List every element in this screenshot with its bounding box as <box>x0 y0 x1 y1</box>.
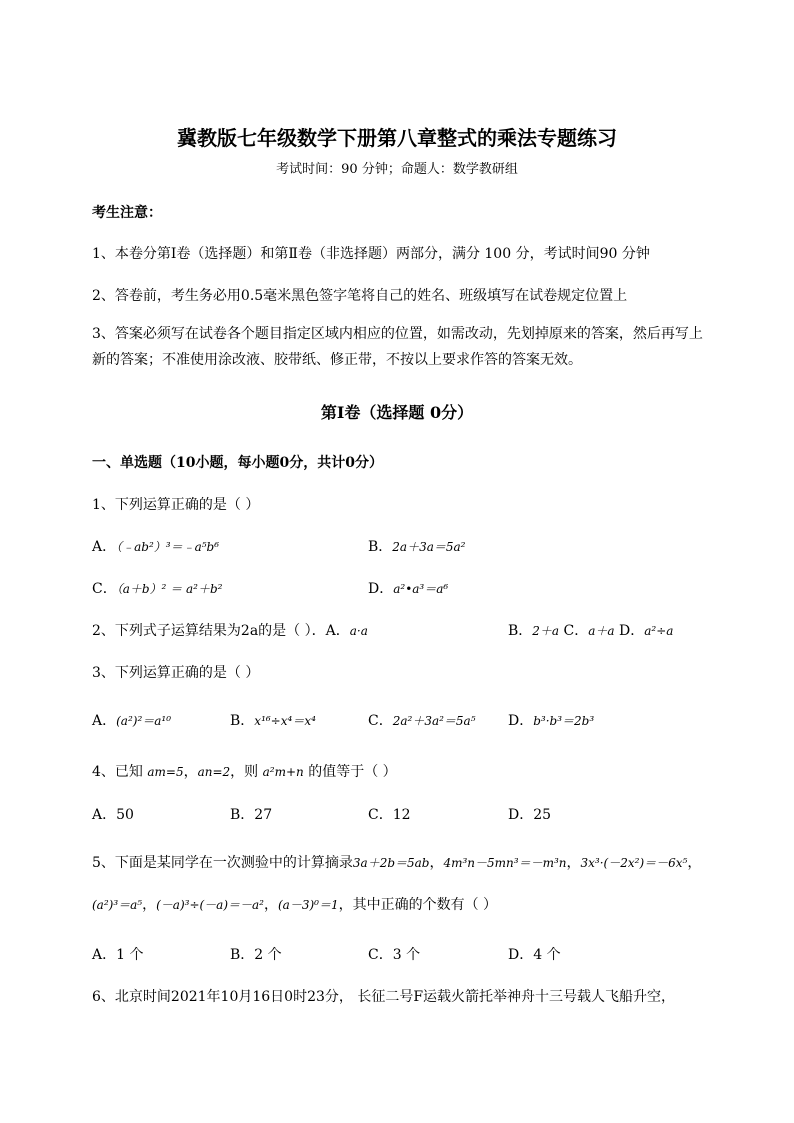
question-6-stem: 6、北京时间2021年10月16日0时23分， 长征二号F运载火箭托举神舟十三号载人飞船升空， <box>92 989 676 1005</box>
q5-tail: ，其中正确的个数有（ ） <box>338 897 498 913</box>
q4-expression: a²m+n <box>262 765 304 779</box>
q5-comma: ， <box>687 855 702 871</box>
option-expr: 2a²＋3a²＝5a⁵ <box>392 714 476 728</box>
q5-expr-3: 3x³·(－2x²)＝－6x⁵ <box>580 856 688 870</box>
question-3-option-a <box>92 710 171 730</box>
question-2-option-c: a＋a <box>588 624 615 638</box>
q5-expr-6: (a－3)⁰＝1 <box>277 898 339 912</box>
q4-condition-1: am=5 <box>147 765 184 779</box>
exam-info: 考试时间：90 分钟；命题人：数学教研组 <box>276 162 518 177</box>
question-4-option-a: A．50 <box>92 807 134 823</box>
question-2-option-d: a²÷a <box>644 624 674 638</box>
option-label: B． <box>508 623 533 639</box>
question-3-option-d <box>508 710 594 730</box>
q4-text-b: ，则 <box>230 764 263 780</box>
q5-expr-5: (－a)³÷(－a)＝－a² <box>156 898 264 912</box>
notice-heading: 考生注意： <box>92 205 162 221</box>
option-label: B． <box>368 539 393 555</box>
option-expr: b³·b³＝2b³ <box>533 714 595 728</box>
option-expr: 2a＋3a＝5a² <box>392 540 466 554</box>
question-2-options-bcd <box>508 620 673 640</box>
question-5-stem <box>92 852 701 872</box>
question-1-option-d <box>368 578 448 598</box>
question-4-option-b: B．27 <box>230 807 273 823</box>
question-3-option-c <box>368 710 476 730</box>
q5-expr-4: (a²)³＝a⁵ <box>92 898 143 912</box>
option-label: D． <box>508 713 534 729</box>
q5-comma: ， <box>263 897 278 913</box>
option-expr: (a²)²＝a¹⁰ <box>116 714 172 728</box>
option-label: B． <box>230 713 255 729</box>
option-label: C． <box>368 713 393 729</box>
option-label: A． <box>92 539 117 555</box>
question-4-option-d: D．25 <box>508 807 552 823</box>
question-2-stem <box>92 620 368 640</box>
section-title: 第Ⅰ卷（选择题 0分） <box>320 403 474 422</box>
question-5-option-d: D．4 个 <box>508 947 561 963</box>
q5-comma: ， <box>142 897 157 913</box>
option-expr: （a＋b）² ＝ a²＋b² <box>116 582 223 596</box>
question-1-option-b <box>368 536 465 556</box>
question-4-option-c: C．12 <box>368 807 411 823</box>
question-3-stem: 3、下列运算正确的是（ ） <box>92 665 260 681</box>
option-expr: （﹣ab²）³＝﹣a⁵b⁶ <box>116 540 220 554</box>
question-2-option-a: a·a <box>349 624 368 638</box>
q5-text: 5、下面是某同学在一次测验中的计算摘录 <box>92 855 353 871</box>
question-1-option-c <box>92 578 222 598</box>
notice-item-2: 2、答卷前，考生务必用0.5毫米黑色签字笔将自己的姓名、班级填写在试卷规定位置上 <box>92 288 628 304</box>
question-3-option-b <box>230 710 316 730</box>
q4-text-a: 4、已知 <box>92 764 148 780</box>
option-expr: a²•a³＝a⁶ <box>393 582 449 596</box>
option-label: C． <box>92 581 117 597</box>
question-5-option-a: A．1 个 <box>92 947 144 963</box>
question-2-text: 2、下列式子运算结果为2a的是（ ）．A． <box>92 623 350 639</box>
question-1-stem: 1、下列运算正确的是（ ） <box>92 497 260 513</box>
group-title: 一、单选题（10小题，每小题0分，共计0分） <box>92 455 383 471</box>
q5-expr-2: 4m³n－5mn³＝－m³n <box>443 856 567 870</box>
q5-expr-1: 3a＋2b＝5ab <box>352 856 430 870</box>
q4-sep: ， <box>183 764 198 780</box>
q5-comma: ， <box>429 855 444 871</box>
notice-item-3: 3、答案必须写在试卷各个题目指定区域内相应的位置，如需改动，先划掉原来的答案，然后再写上新的答案；不准使用涂改液、胶带纸、修正带，不按以上要求作答的答案无效。 <box>92 326 703 368</box>
option-label: A． <box>92 713 117 729</box>
option-expr: x¹⁶÷x⁴＝x⁴ <box>254 714 316 728</box>
question-5-option-b: B．2 个 <box>230 947 282 963</box>
question-2-option-b: 2＋a <box>532 624 560 638</box>
option-label: D． <box>619 623 645 639</box>
notice-item-1: 1、本卷分第Ⅰ卷（选择题）和第Ⅱ卷（非选择题）两部分，满分 100 分，考试时间90 分钟 <box>92 246 650 262</box>
question-5-option-c: C．3 个 <box>368 947 421 963</box>
q4-condition-2: an=2 <box>197 765 231 779</box>
q4-text-c: 的值等于（ ） <box>303 764 397 780</box>
option-label: D． <box>368 581 394 597</box>
question-5-stem-cont <box>92 894 497 914</box>
question-1-option-a <box>92 536 219 556</box>
question-4-stem <box>92 761 397 781</box>
q5-comma: ， <box>566 855 581 871</box>
option-label: C． <box>563 623 589 639</box>
page-title: 冀教版七年级数学下册第八章整式的乘法专题练习 <box>177 126 617 150</box>
